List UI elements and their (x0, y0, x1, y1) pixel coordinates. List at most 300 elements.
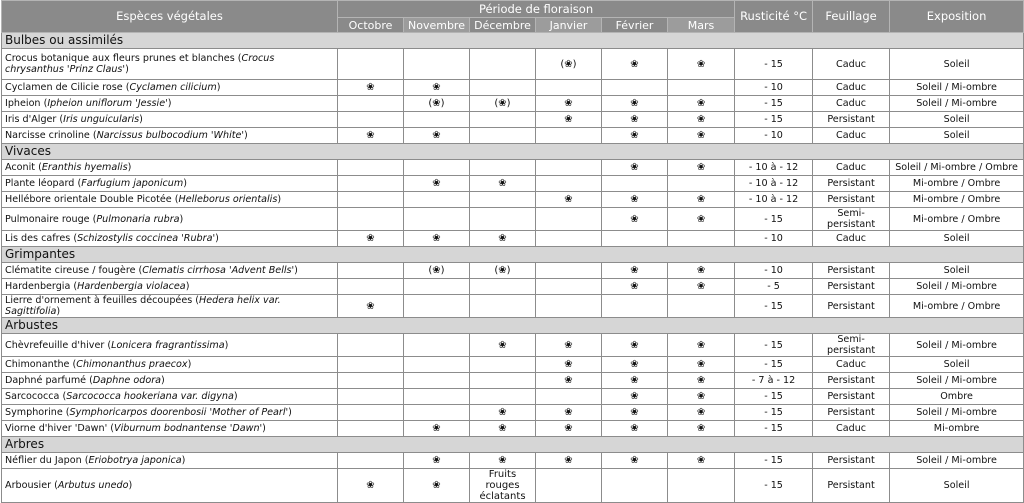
foliage-cell: Persistant (813, 112, 890, 128)
header-species: Espèces végétales (2, 1, 338, 33)
species-cell (2, 421, 338, 437)
species-paren-close: ) (125, 64, 129, 75)
month-cell (536, 160, 602, 176)
species-cell (2, 176, 338, 192)
exposure-cell: Soleil / Mi-ombre (890, 405, 1024, 421)
rusticity-cell: - 10 (735, 263, 813, 279)
month-cell: ❀ (602, 192, 668, 208)
month-cell: ❀ (668, 357, 735, 373)
table-row (2, 80, 1024, 96)
foliage-cell: Caduc (813, 357, 890, 373)
table-row (2, 208, 1024, 231)
species-common-name: Daphné parfumé ( (5, 375, 93, 386)
month-cell: ❀ (338, 295, 404, 318)
header-month: Mars (668, 18, 735, 33)
species-common-name: Crocus botanique aux fleurs prunes et blanches ( (5, 53, 242, 64)
month-cell (470, 357, 536, 373)
month-cell (404, 49, 470, 80)
month-cell: ❀ (470, 405, 536, 421)
month-cell (536, 279, 602, 295)
header-period: Période de floraison (338, 1, 735, 18)
section-title: Arbres (2, 437, 1024, 453)
species-cell (2, 49, 338, 80)
month-cell: ❀ (668, 334, 735, 357)
month-cell (470, 208, 536, 231)
foliage-cell: Caduc (813, 96, 890, 112)
month-cell: ❀ (404, 453, 470, 469)
month-cell: ❀ (668, 208, 735, 231)
exposure-cell: Soleil (890, 112, 1024, 128)
foliage-cell: Persistant (813, 373, 890, 389)
month-cell: ❀ (536, 405, 602, 421)
section-title: Vivaces (2, 144, 1024, 160)
species-cell (2, 373, 338, 389)
species-common-name: Chèvrefeuille d'hiver ( (5, 339, 112, 351)
species-cell (2, 160, 338, 176)
species-cell (2, 128, 338, 144)
section-title: Bulbes ou assimilés (2, 33, 1024, 49)
month-cell: ❀ (470, 176, 536, 192)
header-month: Février (602, 18, 668, 33)
foliage-cell: Semi-persistant (813, 334, 890, 357)
table-row (2, 192, 1024, 208)
species-paren-close: ) (288, 407, 292, 418)
species-cell (2, 192, 338, 208)
month-cell: ❀ (536, 192, 602, 208)
species-common-name: Lis des cafres ( (5, 233, 78, 244)
foliage-cell: Persistant (813, 263, 890, 279)
month-cell: Fruits rouges éclatants (470, 469, 536, 503)
rusticity-cell: - 10 (735, 128, 813, 144)
month-cell (668, 469, 735, 503)
month-cell: ❀ (602, 160, 668, 176)
table-row (2, 279, 1024, 295)
month-cell: ❀ (536, 357, 602, 373)
exposure-cell: Soleil (890, 469, 1024, 503)
species-latin-name: Lonicera fragrantissima (111, 339, 225, 351)
month-cell: ❀ (668, 128, 735, 144)
month-cell: ❀ (602, 357, 668, 373)
species-latin-name: Iris unguicularis (63, 114, 140, 125)
species-common-name: Iris d'Alger ( (5, 114, 64, 125)
species-latin-name: Arbutus unedo (57, 480, 129, 491)
month-cell: ❀ (668, 263, 735, 279)
month-cell: ❀ (536, 373, 602, 389)
section-row (2, 33, 1024, 49)
month-cell: ❀ (602, 405, 668, 421)
table-row (2, 263, 1024, 279)
foliage-cell: Persistant (813, 453, 890, 469)
section-row (2, 437, 1024, 453)
table-body (2, 33, 1024, 503)
month-cell (668, 80, 735, 96)
month-cell (338, 112, 404, 128)
section-row (2, 247, 1024, 263)
species-cell (2, 295, 338, 318)
month-cell: ❀ (536, 334, 602, 357)
species-paren-close: ) (277, 194, 282, 205)
species-common-name: Lierre d'ornement à feuilles découpées ( (5, 295, 200, 306)
month-cell: ❀ (404, 80, 470, 96)
species-paren-close: ) (179, 213, 184, 225)
rusticity-cell: - 10 à - 12 (735, 192, 813, 208)
species-latin-name: Daphne odora (92, 375, 162, 386)
species-common-name: Clématite cireuse / fougère ( (5, 265, 143, 276)
species-paren-close: ) (167, 98, 172, 109)
month-cell (536, 263, 602, 279)
month-cell: ❀ (668, 192, 735, 208)
month-cell: ❀ (404, 128, 470, 144)
species-paren-close: ) (56, 306, 61, 317)
month-cell: ❀ (470, 453, 536, 469)
month-cell (338, 96, 404, 112)
species-latin-name: Ipheion uniflorum 'Jessie' (47, 98, 168, 109)
month-cell (338, 208, 404, 231)
month-cell (536, 176, 602, 192)
table-row (2, 112, 1024, 128)
month-cell (404, 279, 470, 295)
foliage-cell: Persistant (813, 295, 890, 318)
month-cell: ❀ (602, 373, 668, 389)
header-month: Décembre (470, 18, 536, 33)
month-cell (536, 128, 602, 144)
month-cell (470, 128, 536, 144)
month-cell (536, 208, 602, 231)
exposure-cell: Soleil / Mi-ombre / Ombre (890, 160, 1024, 176)
species-common-name: Chimonanthe ( (5, 359, 77, 370)
table-row (2, 295, 1024, 318)
species-common-name: Cyclamen de Cilicie rose ( (5, 82, 130, 93)
month-cell (338, 49, 404, 80)
exposure-cell: Soleil / Mi-ombre (890, 80, 1024, 96)
header-rusticity: Rusticité °C (735, 1, 813, 33)
species-paren-close: ) (183, 178, 187, 189)
month-cell (470, 192, 536, 208)
species-paren-close: ) (244, 130, 248, 141)
table-row (2, 334, 1024, 357)
section-title: Grimpantes (2, 247, 1024, 263)
month-cell: ❀ (602, 49, 668, 80)
species-paren-close: ) (161, 375, 165, 386)
month-cell: ❀ (668, 373, 735, 389)
month-cell (536, 231, 602, 247)
foliage-cell: Persistant (813, 405, 890, 421)
species-latin-name: Narcissus bulbocodium 'White' (96, 130, 245, 141)
month-cell (404, 357, 470, 373)
exposure-cell: Soleil / Mi-ombre (890, 373, 1024, 389)
table-row (2, 231, 1024, 247)
species-latin-name: Crocus chrysanthus 'Prinz Claus' (5, 53, 275, 75)
month-cell (602, 469, 668, 503)
foliage-cell: Caduc (813, 421, 890, 437)
month-cell (470, 295, 536, 318)
species-latin-name: Helleborus orientalis (178, 194, 278, 205)
species-latin-name: Chimonanthus praecox (76, 359, 188, 370)
month-cell: ❀ (338, 128, 404, 144)
rusticity-cell: - 15 (735, 49, 813, 80)
section-row (2, 318, 1024, 334)
month-cell (536, 469, 602, 503)
exposure-cell: Mi-ombre / Ombre (890, 208, 1024, 231)
month-cell (470, 112, 536, 128)
month-cell: ❀ (668, 279, 735, 295)
species-cell (2, 334, 338, 357)
month-cell (536, 80, 602, 96)
species-cell (2, 405, 338, 421)
month-cell: ❀ (338, 80, 404, 96)
month-cell (602, 231, 668, 247)
month-cell (338, 160, 404, 176)
rusticity-cell: - 10 (735, 231, 813, 247)
species-cell (2, 231, 338, 247)
species-paren-close: ) (187, 359, 192, 370)
month-cell: ❀ (668, 96, 735, 112)
month-cell (602, 295, 668, 318)
month-cell: ❀ (536, 453, 602, 469)
month-cell (668, 231, 735, 247)
month-cell: (❀) (536, 49, 602, 80)
foliage-cell: Persistant (813, 279, 890, 295)
month-cell (668, 176, 735, 192)
month-cell (404, 389, 470, 405)
table-row (2, 176, 1024, 192)
month-cell: ❀ (404, 469, 470, 503)
table-row (2, 128, 1024, 144)
month-cell (536, 389, 602, 405)
species-common-name: Narcisse crinoline ( (5, 130, 97, 141)
month-cell: ❀ (602, 334, 668, 357)
exposure-cell: Soleil / Mi-ombre (890, 96, 1024, 112)
species-cell (2, 112, 338, 128)
month-cell: ❀ (668, 405, 735, 421)
species-paren-close: ) (128, 480, 133, 491)
month-cell: ❀ (602, 128, 668, 144)
month-cell (338, 334, 404, 357)
species-latin-name: Pulmonaria rubra (96, 213, 180, 225)
rusticity-cell: - 15 (735, 389, 813, 405)
species-latin-name: Hedera helix var. Sagittifolia (5, 295, 281, 317)
month-cell (470, 49, 536, 80)
month-cell (536, 295, 602, 318)
month-cell: ❀ (602, 208, 668, 231)
species-cell (2, 208, 338, 231)
table-row (2, 453, 1024, 469)
month-cell: ❀ (668, 421, 735, 437)
month-cell (338, 421, 404, 437)
species-paren-close: ) (262, 423, 266, 434)
exposure-cell: Mi-ombre / Ombre (890, 192, 1024, 208)
month-cell: ❀ (602, 96, 668, 112)
month-cell (338, 192, 404, 208)
species-latin-name: Eranthis hyemalis (41, 162, 128, 173)
month-cell: ❀ (602, 279, 668, 295)
species-common-name: Symphorine ( (5, 407, 70, 418)
exposure-cell: Soleil (890, 128, 1024, 144)
month-cell: ❀ (470, 421, 536, 437)
species-paren-close: ) (294, 265, 298, 276)
month-cell: ❀ (470, 231, 536, 247)
exposure-cell: Ombre (890, 389, 1024, 405)
section-title: Arbustes (2, 318, 1024, 334)
table-row (2, 373, 1024, 389)
species-cell (2, 263, 338, 279)
month-cell: ❀ (338, 469, 404, 503)
month-cell: ❀ (668, 160, 735, 176)
month-cell: ❀ (536, 96, 602, 112)
foliage-cell: Caduc (813, 128, 890, 144)
month-cell: ❀ (602, 112, 668, 128)
month-cell (602, 176, 668, 192)
species-cell (2, 357, 338, 373)
table-row (2, 357, 1024, 373)
month-cell: ❀ (536, 112, 602, 128)
exposure-cell: Soleil (890, 231, 1024, 247)
species-latin-name: Clematis cirrhosa 'Advent Bells' (142, 265, 295, 276)
month-cell: ❀ (602, 389, 668, 405)
species-latin-name: Symphoricarpos doorenbosii 'Mother of Pearl' (69, 407, 289, 418)
month-cell (338, 176, 404, 192)
month-cell: ❀ (338, 231, 404, 247)
rusticity-cell: - 10 à - 12 (735, 176, 813, 192)
month-cell: ❀ (602, 421, 668, 437)
species-common-name: Aconit ( (5, 162, 42, 173)
month-cell: (❀) (470, 263, 536, 279)
species-common-name: Pulmonaire rouge ( (5, 213, 97, 225)
species-paren-close: ) (185, 281, 190, 292)
foliage-cell: Semi-persistant (813, 208, 890, 231)
month-cell (404, 112, 470, 128)
exposure-cell: Mi-ombre / Ombre (890, 295, 1024, 318)
species-common-name: Hardenbergia ( (5, 281, 78, 292)
rusticity-cell: - 10 à - 12 (735, 160, 813, 176)
foliage-cell: Caduc (813, 160, 890, 176)
month-cell: ❀ (602, 453, 668, 469)
month-cell (470, 160, 536, 176)
species-paren-close: ) (224, 339, 229, 351)
table-row (2, 96, 1024, 112)
month-cell (338, 357, 404, 373)
month-cell (470, 389, 536, 405)
species-common-name: Hellébore orientale Double Picotée ( (5, 194, 179, 205)
flowering-table (1, 0, 1024, 503)
month-cell (668, 295, 735, 318)
species-cell (2, 80, 338, 96)
species-latin-name: Schizostylis coccinea 'Rubra' (77, 233, 216, 244)
rusticity-cell: - 15 (735, 469, 813, 503)
month-cell (470, 373, 536, 389)
species-common-name: Plante léopard ( (5, 178, 82, 189)
species-latin-name: Viburnum bodnantense 'Dawn' (114, 423, 263, 434)
month-cell (404, 405, 470, 421)
species-paren-close: ) (181, 455, 186, 466)
species-latin-name: Hardenbergia violacea (77, 281, 186, 292)
rusticity-cell: - 5 (735, 279, 813, 295)
species-cell (2, 96, 338, 112)
header-exposure: Exposition (890, 1, 1024, 33)
exposure-cell: Soleil (890, 49, 1024, 80)
month-cell: (❀) (404, 96, 470, 112)
foliage-cell: Persistant (813, 192, 890, 208)
month-cell (404, 373, 470, 389)
month-cell: ❀ (404, 421, 470, 437)
species-latin-name: Eriobotrya japonica (88, 455, 182, 466)
month-cell: ❀ (404, 231, 470, 247)
species-latin-name: Farfugium japonicum (81, 178, 184, 189)
month-cell (338, 405, 404, 421)
species-paren-close: ) (216, 82, 221, 93)
table-row (2, 421, 1024, 437)
header-month: Octobre (338, 18, 404, 33)
species-latin-name: Sarcococca hookeriana var. digyna (66, 391, 234, 402)
foliage-cell: Caduc (813, 231, 890, 247)
month-cell: ❀ (668, 453, 735, 469)
rusticity-cell: - 15 (735, 453, 813, 469)
species-common-name: Ipheion ( (5, 98, 48, 109)
month-cell: ❀ (668, 389, 735, 405)
month-cell (404, 160, 470, 176)
species-paren-close: ) (233, 391, 238, 402)
month-cell (404, 192, 470, 208)
header-month: Novembre (404, 18, 470, 33)
month-cell: (❀) (470, 96, 536, 112)
table-row (2, 49, 1024, 80)
table-row (2, 160, 1024, 176)
month-cell: ❀ (536, 421, 602, 437)
species-common-name: Sarcococca ( (5, 391, 67, 402)
exposure-cell: Soleil / Mi-ombre (890, 453, 1024, 469)
table-row (2, 469, 1024, 503)
species-common-name: Viorne d'hiver 'Dawn' ( (5, 423, 115, 434)
month-cell: ❀ (602, 263, 668, 279)
rusticity-cell: - 7 à - 12 (735, 373, 813, 389)
foliage-cell: Caduc (813, 80, 890, 96)
foliage-cell: Persistant (813, 469, 890, 503)
header-month: Janvier (536, 18, 602, 33)
exposure-cell: Soleil / Mi-ombre (890, 334, 1024, 357)
exposure-cell: Soleil (890, 357, 1024, 373)
exposure-cell: Mi-ombre (890, 421, 1024, 437)
table-header (2, 1, 1024, 33)
exposure-cell: Mi-ombre / Ombre (890, 176, 1024, 192)
month-cell: ❀ (470, 334, 536, 357)
species-cell (2, 279, 338, 295)
month-cell: ❀ (404, 176, 470, 192)
month-cell (470, 80, 536, 96)
rusticity-cell: - 10 (735, 80, 813, 96)
species-paren-close: ) (127, 162, 132, 173)
species-cell (2, 453, 338, 469)
species-paren-close: ) (215, 233, 219, 244)
month-cell (338, 389, 404, 405)
month-cell: ❀ (668, 112, 735, 128)
species-cell (2, 469, 338, 503)
month-cell (338, 263, 404, 279)
foliage-cell: Persistant (813, 389, 890, 405)
rusticity-cell: - 15 (735, 208, 813, 231)
month-cell (404, 334, 470, 357)
month-cell (338, 453, 404, 469)
month-cell (470, 279, 536, 295)
species-latin-name: Cyclamen cilicium (129, 82, 217, 93)
rusticity-cell: - 15 (735, 357, 813, 373)
rusticity-cell: - 15 (735, 112, 813, 128)
rusticity-cell: - 15 (735, 334, 813, 357)
header-foliage: Feuillage (813, 1, 890, 33)
rusticity-cell: - 15 (735, 96, 813, 112)
month-cell (404, 295, 470, 318)
rusticity-cell: - 15 (735, 405, 813, 421)
table-row (2, 389, 1024, 405)
